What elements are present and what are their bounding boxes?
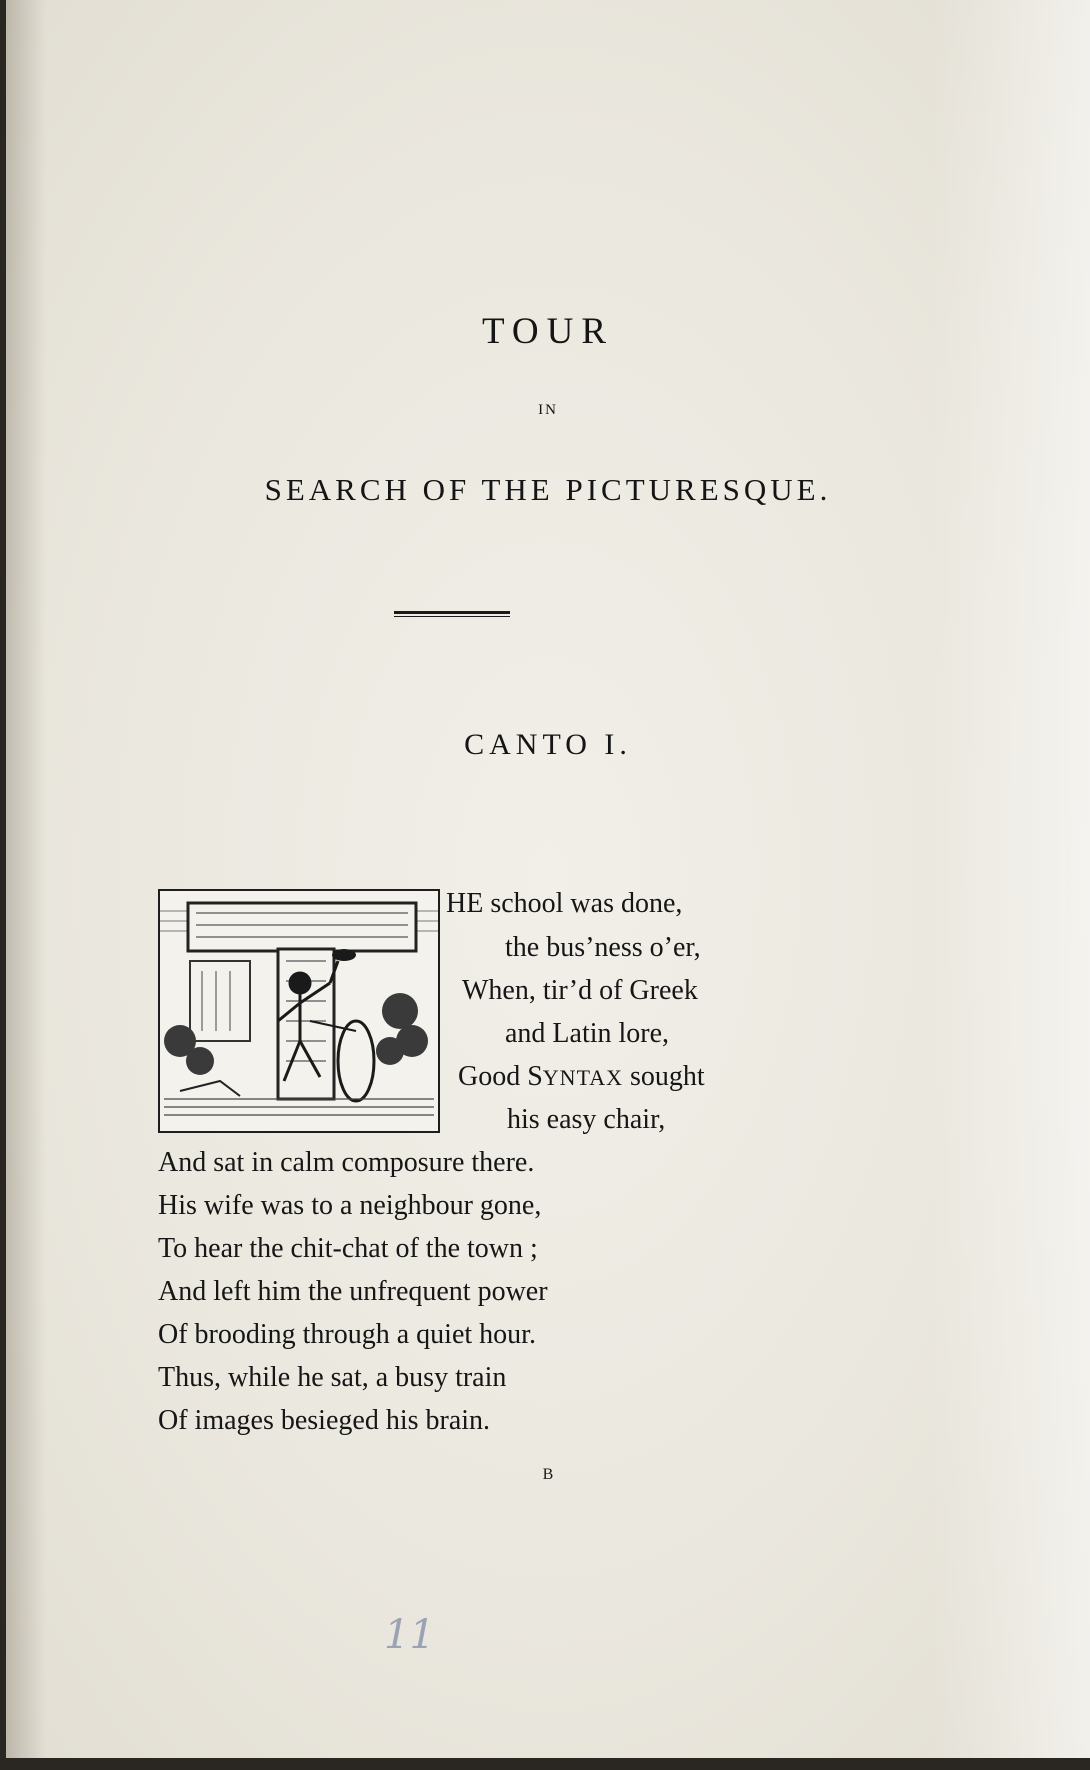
title-search: SEARCH OF THE PICTURESQUE. [264, 472, 832, 507]
pencil-annotation: 11 [384, 1612, 435, 1658]
verse-line-5 [458, 1061, 705, 1093]
verse-line-7: And sat in calm composure there. [158, 1147, 535, 1178]
hoop [338, 1021, 374, 1101]
verse-line-5-start: Good S [458, 1061, 543, 1092]
verse-line-13: Of images besieged his brain. [158, 1405, 491, 1436]
verse-line-10: And left him the unfrequent power [158, 1276, 548, 1307]
verse-line-9: To hear the chit-chat of the town ; [158, 1233, 538, 1264]
verse-line-3: When, tir’d of Greek [462, 975, 698, 1006]
waving-hat [332, 949, 356, 961]
verse-line-5-end: sought [623, 1061, 705, 1092]
title-tour: TOUR [481, 311, 615, 352]
verse-line-4: and Latin lore, [505, 1018, 670, 1049]
verse-line-11: Of brooding through a quiet hour. [158, 1319, 536, 1350]
verse-line-8: His wife was to a neighbour gone, [158, 1190, 542, 1221]
book-page [6, 0, 1090, 1758]
verse-line-1: HE school was done, [446, 888, 683, 919]
woodcut-illustration [160, 891, 438, 1131]
syntax-small-caps: YNTAX [542, 1065, 624, 1090]
verse-line-6: his easy chair, [507, 1104, 666, 1135]
signature-mark: B [542, 1466, 554, 1483]
decorated-initial-t [158, 889, 440, 1133]
verse-line-12: Thus, while he sat, a busy train [158, 1362, 507, 1393]
canto-heading: CANTO I. [464, 728, 632, 761]
title-in: IN [538, 402, 558, 418]
title-rule [394, 611, 510, 617]
verse-line-2: the bus’ness o’er, [505, 932, 701, 963]
